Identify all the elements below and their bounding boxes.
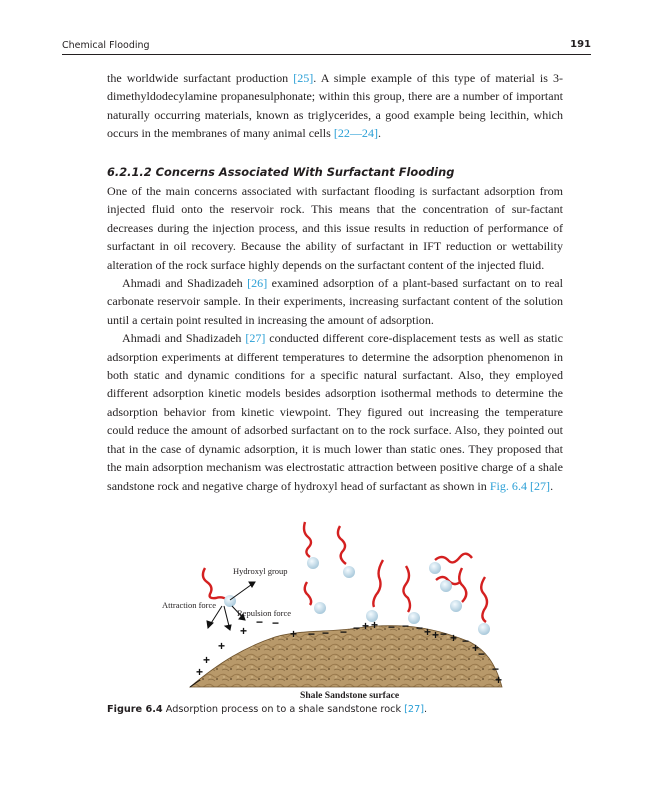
text-span: . A simple example of this type of material is 3-dimethyldodecylamine propanesulphonate; within this group, there are a number of important naturally occurring materials, known as triglycerides, a good example being lecithin, which occurs in the membranes of many animal cells <box>107 71 563 141</box>
label-attraction-force: Attraction force <box>162 600 217 610</box>
figure-link-6-4[interactable]: Fig. 6.4 <box>489 478 527 493</box>
ahmadi-26-paragraph <box>107 274 563 329</box>
text-span: the worldwide surfactant production <box>107 71 294 85</box>
label-hydroxyl-group: Hydroxyl group <box>233 566 288 576</box>
figure-6-4 <box>150 502 550 702</box>
figure-caption-label: Figure 6.4 <box>107 704 163 715</box>
charge-plus: + <box>362 619 370 633</box>
charge-minus: − <box>492 662 500 676</box>
intro-paragraph <box>107 69 563 143</box>
label-shale-sandstone-surface: Shale Sandstone surface <box>300 690 400 701</box>
charge-plus: + <box>450 631 458 645</box>
text-span: examined adsorption of a plant-based surfactant on to real carbonate reservoir sample. In their experiments, increasing surfactant content of the solution until a certain point resulted in increasing the amount of adsorption. <box>107 276 563 327</box>
figure-caption <box>107 704 427 715</box>
figure-caption-end: . <box>424 704 428 715</box>
charge-plus: + <box>203 653 211 667</box>
charge-plus: + <box>495 673 503 687</box>
charge-plus: + <box>218 639 226 653</box>
citation-link-27-b[interactable]: [27] <box>530 478 551 493</box>
text-span: conducted different core-displacement tests as well as static adsorption experiments at different temperatures to determine the adsorption phenomenon in both static and dynamic conditions for a specific natural surfactant. Also, they employed different adsorption kinetic models besides adsorption isothermal methods to determine the adsorption behavior from kinetic viewpoint. They figured out increasing the temperature could reduce the amount of adsorbed surfactant on to the rock surface. Also, they pointed out that in the case of dynamic adsorption, it is much lower than static ones. They proposed that the main adsorption mechanism was electrostatic attraction between positive charge of a shale sandstone rock and negative charge of hydroxyl head of surfactant as shown in <box>107 331 563 493</box>
surfactant-molecule-7 <box>429 554 472 574</box>
charge-plus: + <box>196 665 204 679</box>
charge-minus: − <box>462 634 470 648</box>
charge-minus: − <box>272 616 280 630</box>
charge-plus: + <box>472 641 480 655</box>
text-span: . <box>550 478 554 493</box>
charge-minus: − <box>340 625 348 639</box>
running-head-title: Chemical Flooding <box>62 40 150 51</box>
charge-minus: − <box>353 621 361 635</box>
citation-link-22-24[interactable]: [22—24] <box>333 126 378 141</box>
charge-plus: + <box>424 625 432 639</box>
running-head <box>62 39 591 55</box>
citation-link-25[interactable]: [25] <box>293 71 314 85</box>
charge-plus: + <box>240 624 248 638</box>
charge-plus: + <box>432 628 440 642</box>
ahmadi-27-paragraph <box>107 329 563 495</box>
charge-plus: + <box>290 627 298 641</box>
citation-link-27-caption[interactable]: [27] <box>404 704 425 715</box>
charge-minus: − <box>478 647 486 661</box>
surfactant-molecule-6 <box>403 566 420 624</box>
intro-paragraph-block <box>107 69 563 143</box>
charge-minus: − <box>402 619 410 633</box>
concerns-paragraph: One of the main concerns associated with surfactant flooding is surfactant adsorption from injected fluid onto the reservoir rock. This means that the concentration of sur-factant decreases during the injection process, and this issue results in reduction of performance of surfactant in oil recovery. Because the ability of surfactant in IFT reduction or wettability alteration of the rock surface highly depends on the surfactant content of the injected fluid. <box>107 184 563 272</box>
adsorption-diagram <box>150 502 550 702</box>
page-number: 191 <box>570 39 591 50</box>
citation-link-26[interactable]: [26] <box>247 276 268 291</box>
charge-minus: − <box>388 620 396 634</box>
charge-minus: − <box>416 621 424 635</box>
text-span: Ahmadi and Shadizadeh <box>122 276 248 291</box>
charge-minus: − <box>440 627 448 641</box>
citation-link-27[interactable]: [27] <box>245 331 266 346</box>
charge-minus: − <box>322 626 330 640</box>
text-span: Ahmadi and Shadizadeh <box>122 331 246 346</box>
section-heading: 6.2.1.2 Concerns Associated With Surfactant Flooding <box>107 165 455 179</box>
text-span: . <box>377 126 381 141</box>
label-repulsion-force: Repulsion force <box>237 608 292 618</box>
section-body <box>107 182 563 495</box>
surfactant-molecule-8 <box>436 577 460 592</box>
surfactant-molecule-4 <box>305 582 326 614</box>
surfactant-molecule-5 <box>366 560 383 622</box>
figure-caption-text: Adsorption process on to a shale sandstone rock <box>162 704 405 715</box>
surfactant-molecule-3 <box>338 526 355 578</box>
header-rule <box>62 54 591 55</box>
surfactant-molecule-10 <box>478 577 490 635</box>
charge-plus: + <box>371 618 379 632</box>
charge-minus: − <box>256 615 264 629</box>
surfactant-molecule-2 <box>304 522 319 569</box>
surfactant-molecule-9 <box>450 568 466 612</box>
charge-minus: − <box>308 627 316 641</box>
